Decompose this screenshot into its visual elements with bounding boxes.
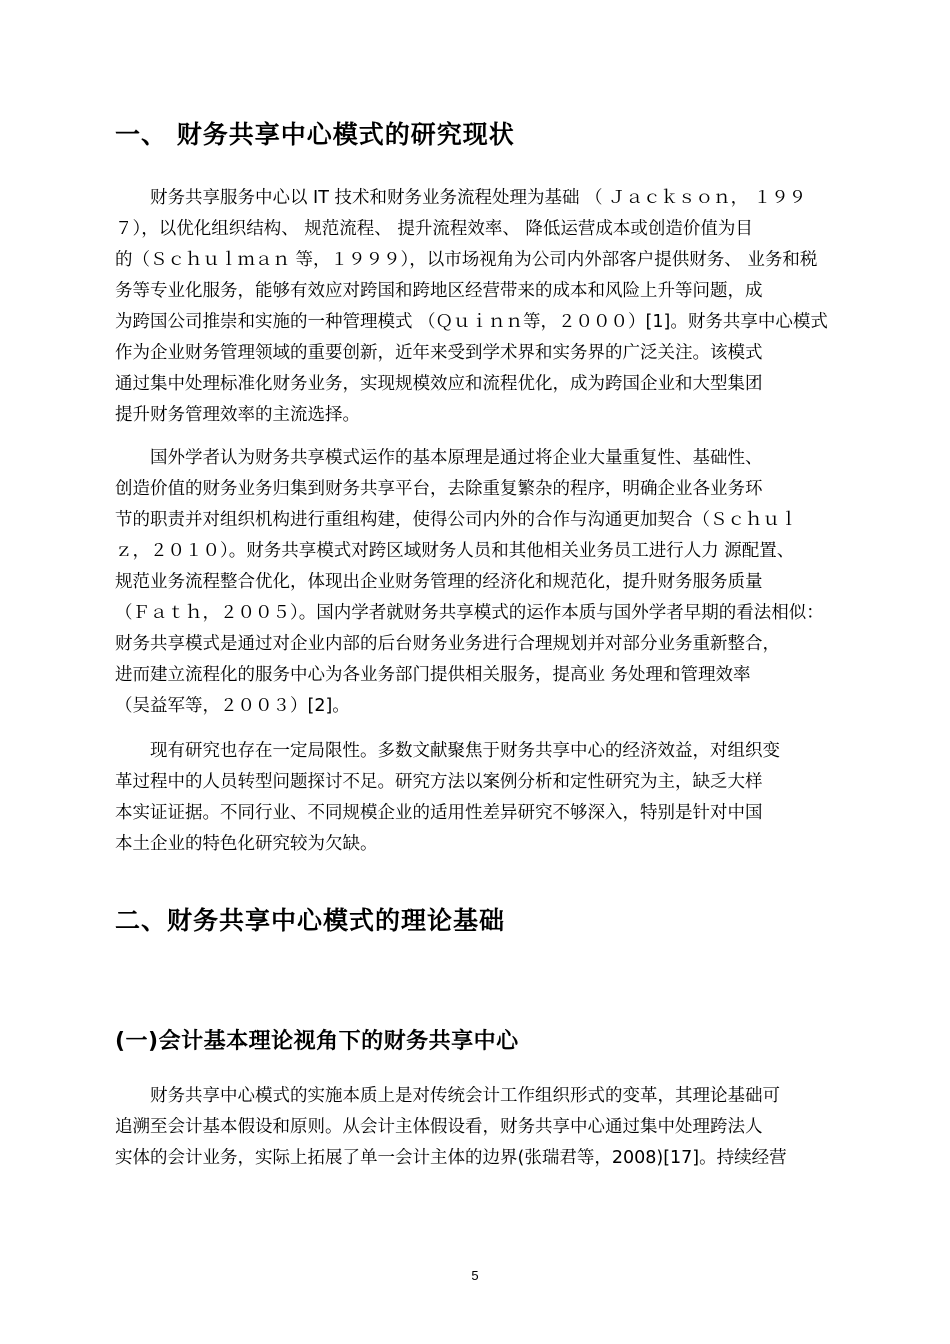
text-line: 规范业务流程整合优化，体现出企业财务管理的经济化和规范化，提升财务服务质量: [115, 572, 763, 592]
text-line: 追溯至会计基本假设和原则。从会计主体假设看，财务共享中心通过集中处理跨法人: [115, 1117, 763, 1137]
subsection-heading: (一)会计基本理论视角下的财务共享中心: [115, 1029, 519, 1054]
text-line: 财务共享中心模式的实施本质上是对传统会计工作组织形式的变革，其理论基础可: [150, 1086, 780, 1106]
page-number: 5: [471, 1268, 479, 1283]
text-line: （Ｆａｔｈ，２００５）。国内学者就财务共享模式的运作本质与国外学者早期的看法相似：: [115, 603, 824, 623]
text-line: （吴益军等，２００３）[2]。: [115, 696, 350, 716]
text-line: 实体的会计业务，实际上拓展了单一会计主体的边界(张瑞君等，2008)[17]。持续经营: [115, 1148, 787, 1168]
text-line: ７），以优化组织结构、 规范流程、 提升流程效率、 降低运营成本或创造价值为目: [115, 219, 753, 239]
text-line: 本土企业的特色化研究较为欠缺。: [115, 834, 378, 854]
text-line: 进而建立流程化的服务中心为各业务部门提供相关服务，提高业 务处理和管理效率: [115, 665, 751, 685]
subsection-paragraph-1: [115, 1081, 845, 1174]
text-line: 为跨国公司推崇和实施的一种管理模式 （Ｑｕｉｎｎ等，２０００）[1]。财务共享中心模式: [115, 312, 828, 332]
text-line: 创造价值的财务业务归集到财务共享平台，去除重复繁杂的程序，明确企业各业务环: [115, 479, 763, 499]
text-line: 财务共享服务中心以 IT 技术和财务业务流程处理为基础 （ Ｊａｃｋｓｏｎ， １９９: [150, 188, 807, 208]
text-line: 的（Ｓｃｈｕｌｍａｎ 等，１９９９），以市场视角为公司内外部客户提供财务、 业务和税: [115, 250, 818, 270]
text-line: 作为企业财务管理领域的重要创新，近年来受到学术界和实务界的广泛关注。该模式: [115, 343, 763, 363]
text-line: 提升财务管理效率的主流选择。: [115, 405, 360, 425]
text-line: 本实证证据。不同行业、不同规模企业的适用性差异研究不够深入，特别是针对中国: [115, 803, 763, 823]
section-1-heading: 一、 财务共享中心模式的研究现状: [115, 120, 515, 149]
section-1-paragraph-2: [115, 443, 845, 722]
text-line: 现有研究也存在一定局限性。多数文献聚焦于财务共享中心的经济效益，对组织变: [150, 741, 780, 761]
text-line: 国外学者认为财务共享模式运作的基本原理是通过将企业大量重复性、基础性、: [150, 448, 763, 468]
section-1-paragraph-3: [115, 736, 845, 860]
text-line: 通过集中处理标准化财务业务，实现规模效应和流程优化，成为跨国企业和大型集团: [115, 374, 763, 394]
text-line: 革过程中的人员转型问题探讨不足。研究方法以案例分析和定性研究为主，缺乏大样: [115, 772, 763, 792]
section-1-paragraph-1: [115, 183, 845, 431]
text-line: 务等专业化服务，能够有效应对跨国和跨地区经营带来的成本和风险上升等问题，成: [115, 281, 763, 301]
section-2-heading: 二、财务共享中心模式的理论基础: [115, 906, 506, 935]
text-line: ｚ，２０１０）。财务共享模式对跨区域财务人员和其他相关业务员工进行人力 源配置、: [115, 541, 795, 561]
text-line: 财务共享模式是通过对企业内部的后台财务业务进行合理规划并对部分业务重新整合，: [115, 634, 780, 654]
text-line: 节的职责并对组织机构进行重组构建，使得公司内外的合作与沟通更加契合（Ｓｃｈｕｌ: [115, 510, 798, 530]
